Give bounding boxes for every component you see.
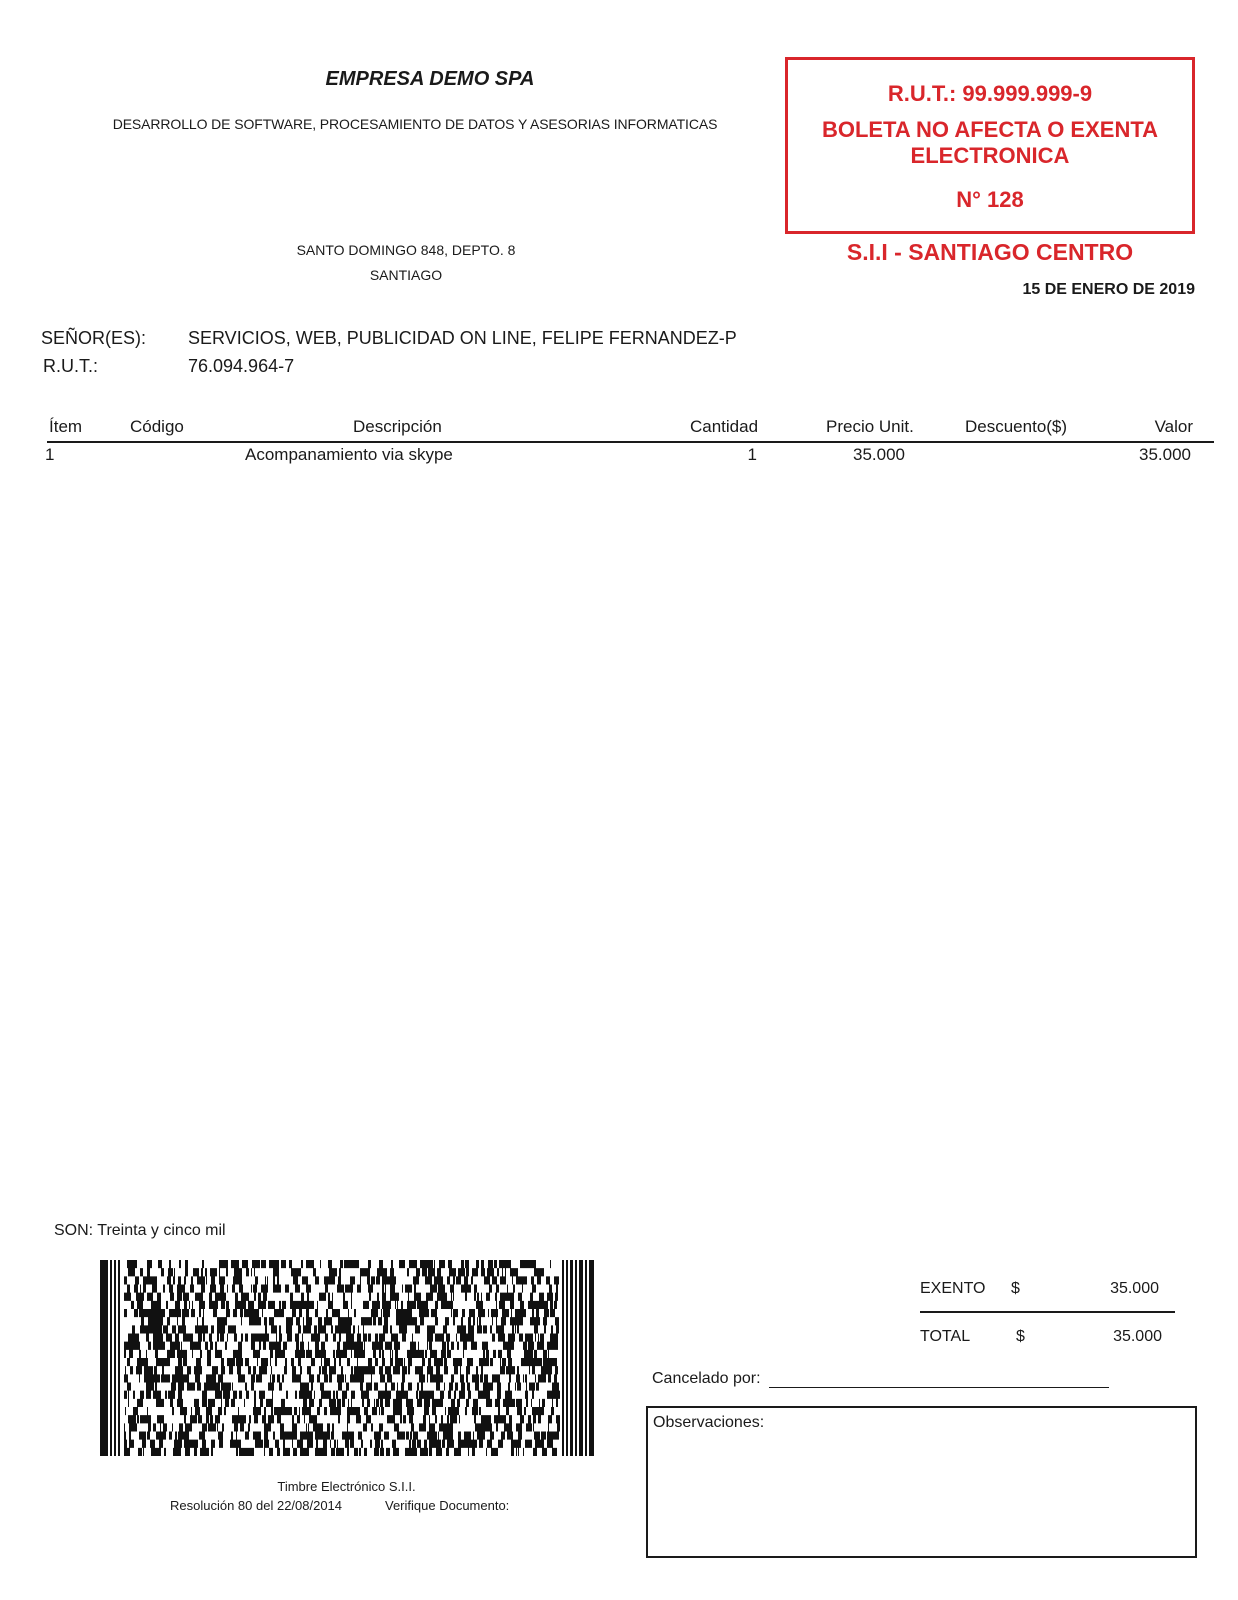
document-date: 15 DE ENERO DE 2019 [1022,281,1195,298]
header-unit-price: Precio Unit. [826,417,914,436]
header-value: Valor [1154,417,1193,436]
exento-label: EXENTO [920,1280,986,1297]
total-currency: $ [1016,1328,1025,1345]
pdf417-barcode-icon [100,1260,594,1456]
client-name-label: SEÑOR(ES): [41,328,147,348]
table-row [0,445,1238,469]
items-header-rule [47,441,1214,443]
document-type [788,117,1192,169]
totals-rule [920,1311,1175,1313]
row-unit-price: 35.000 [853,445,905,464]
total-label: TOTAL [920,1328,971,1345]
company-city: SANTIAGO [369,267,443,283]
observaciones-box [646,1406,1197,1558]
row-quantity: 1 [747,445,757,464]
issuer-rut: R.U.T.: 99.999.999-9 [887,81,1093,106]
client-rut: 76.094.964-7 [188,356,295,376]
client-name: SERVICIOS, WEB, PUBLICIDAD ON LINE, FELIPE FERNANDEZ-P [188,328,737,348]
items-table-header [0,417,1238,441]
total-value: 35.000 [1113,1328,1162,1345]
cancelado-label: Cancelado por: [652,1370,761,1387]
document-id-box [785,57,1195,234]
document-type-line1: BOLETA NO AFECTA O EXENTA [821,117,1159,142]
stamp-resolution: Resolución 80 del 22/08/2014 [170,1498,343,1513]
company-activity: DESARROLLO DE SOFTWARE, PROCESAMIENTO DE DATOS Y ASESORIAS INFORMATICAS [112,116,718,132]
observaciones-label: Observaciones: [653,1414,765,1431]
document-type-line2: ELECTRONICA [910,143,1070,168]
header-code: Código [130,417,184,436]
barcode-modules [100,1260,594,1456]
sii-office: S.I.I - SANTIAGO CENTRO [846,239,1134,265]
company-address: SANTO DOMINGO 848, DEPTO. 8 [296,242,516,258]
stamp-verify: Verifique Documento: [385,1498,510,1513]
row-description: Acompanamiento via skype [245,445,453,464]
stamp-title: Timbre Electrónico S.I.I. [277,1479,416,1494]
company-name: EMPRESA DEMO SPA [325,68,535,90]
exento-currency: $ [1011,1280,1020,1297]
cancelado-signature-line [769,1387,1109,1388]
header-discount: Descuento($) [965,417,1068,436]
header-description: Descripción [353,417,442,436]
exento-value: 35.000 [1110,1280,1159,1297]
header-quantity: Cantidad [690,417,759,436]
row-item: 1 [45,445,55,464]
header-item: Ítem [49,417,83,436]
document-number: N° 128 [956,187,1024,212]
row-value: 35.000 [1139,445,1191,464]
client-rut-label: R.U.T.: [43,356,99,376]
amount-in-words: SON: Treinta y cinco mil [54,1222,226,1239]
